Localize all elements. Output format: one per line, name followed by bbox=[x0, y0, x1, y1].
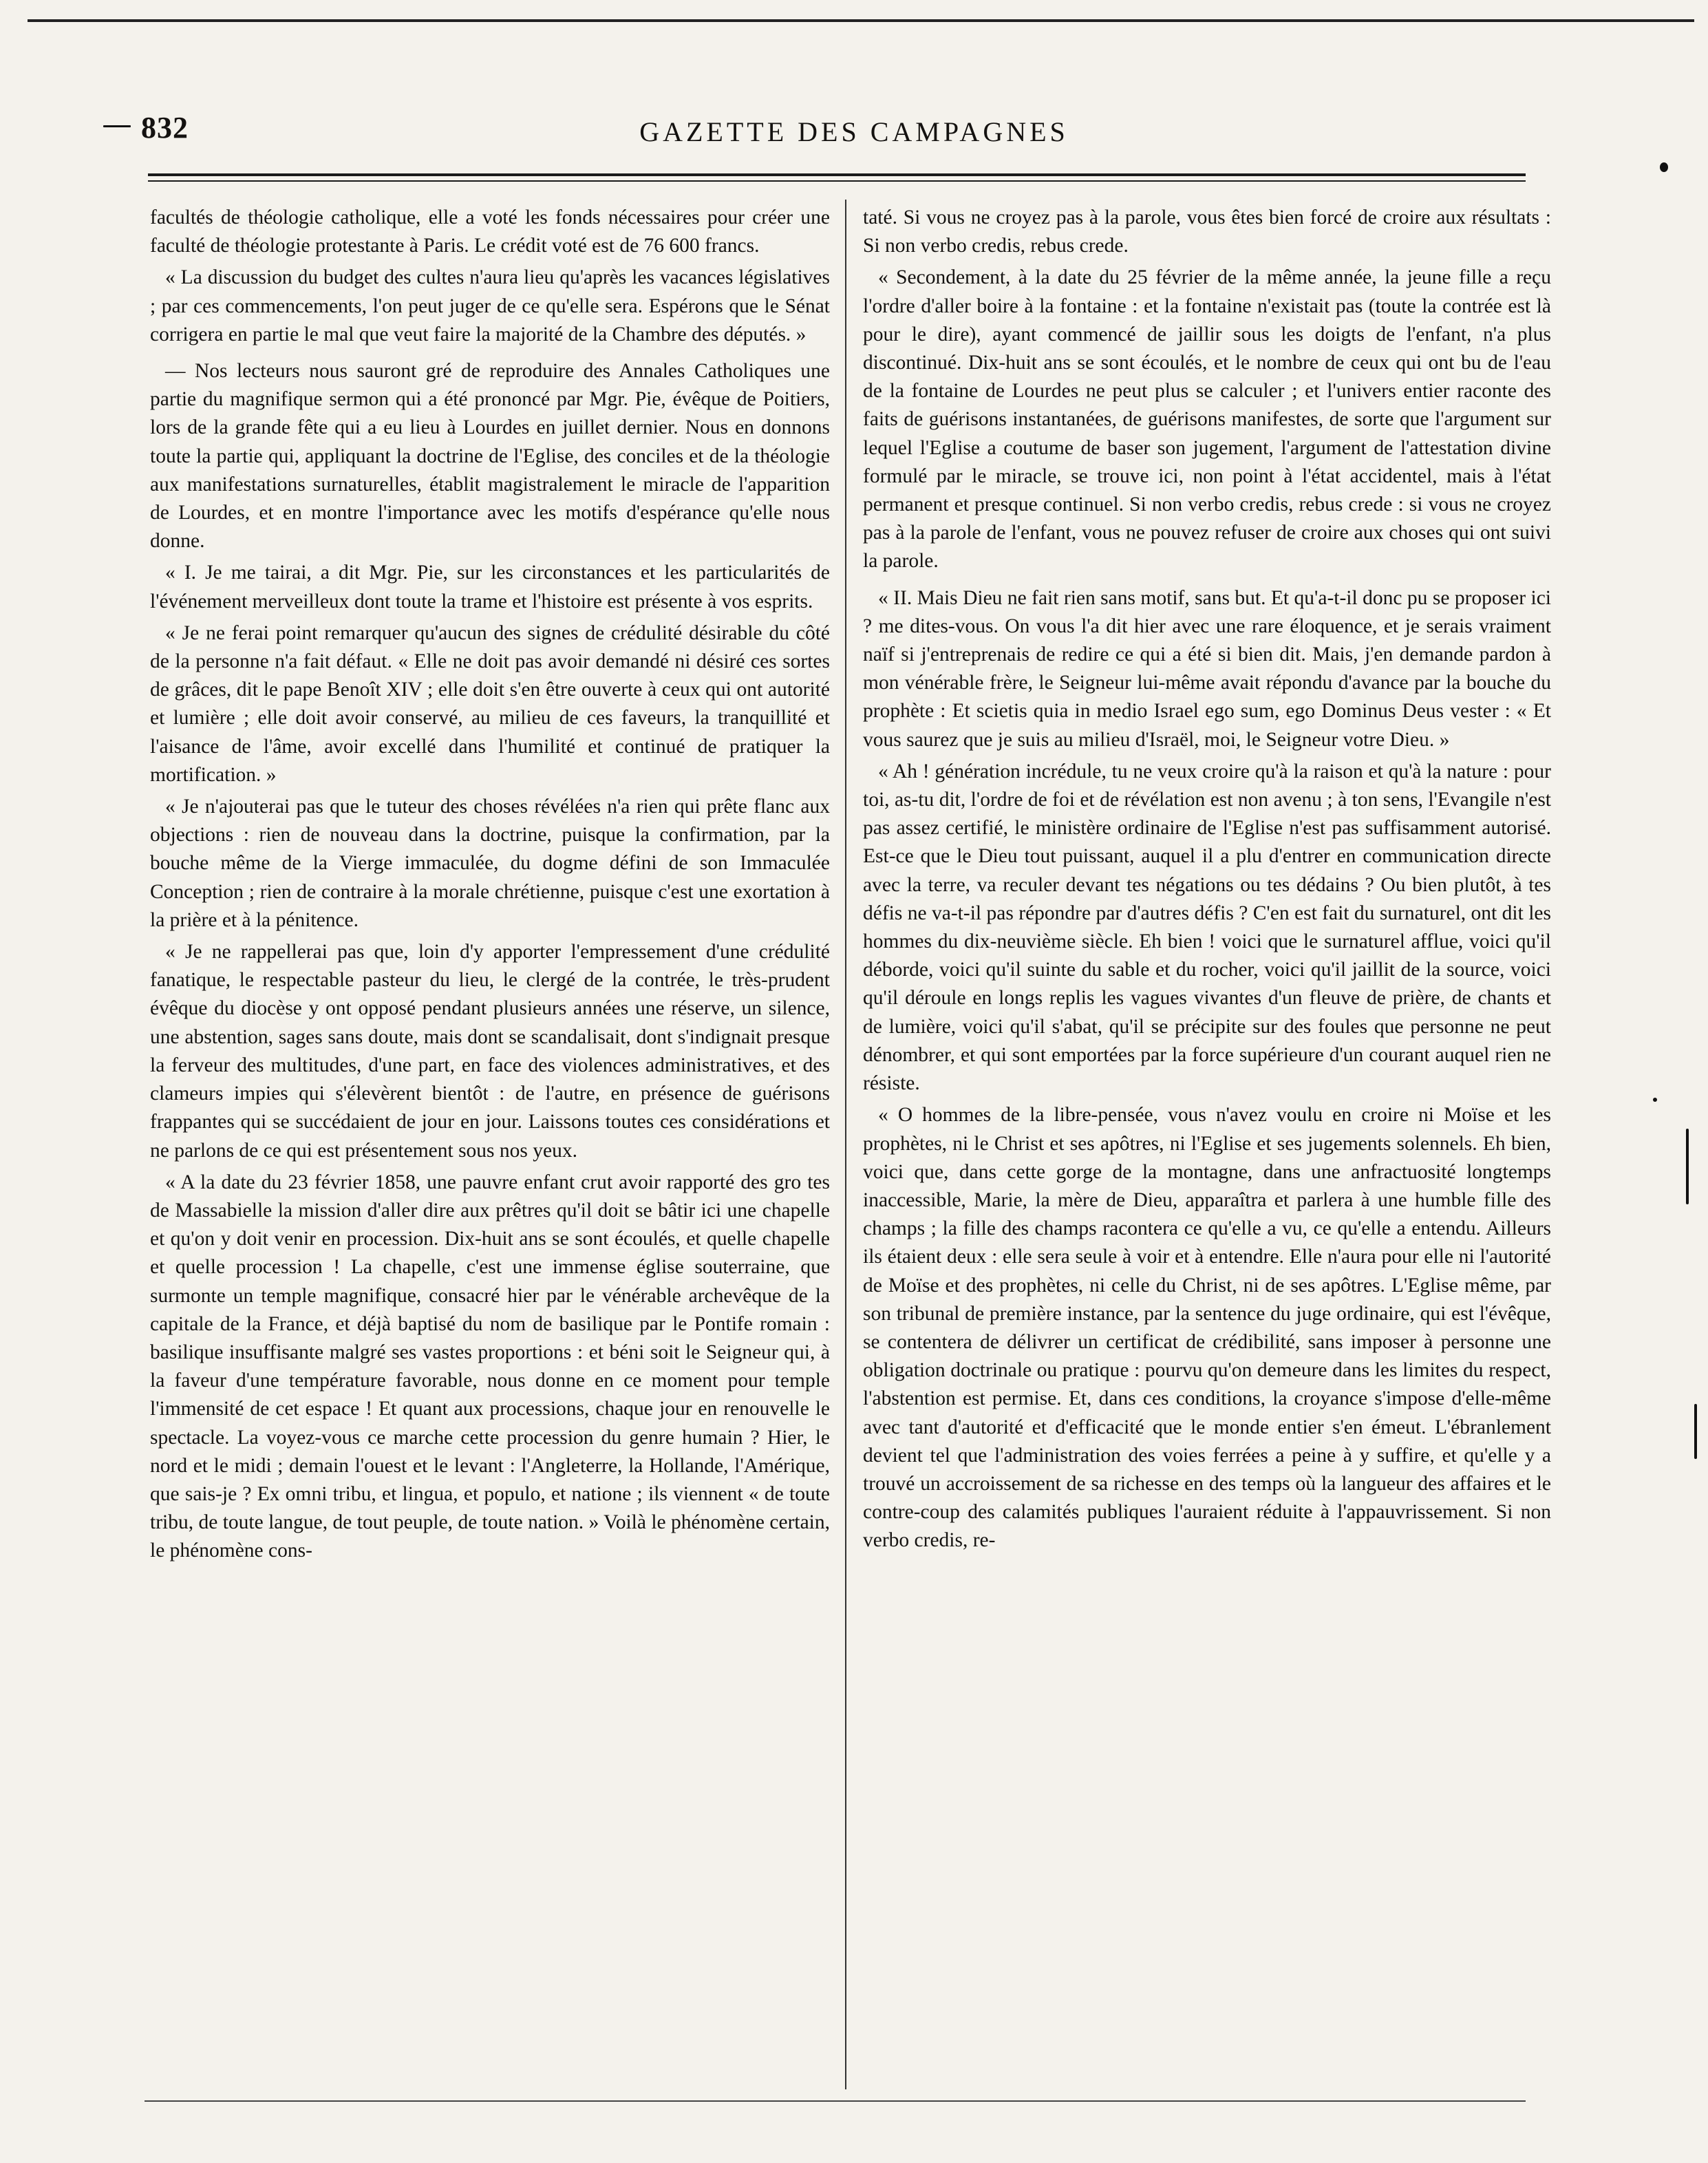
column-divider bbox=[845, 200, 846, 2089]
ink-speck bbox=[1660, 162, 1668, 172]
paragraph: taté. Si vous ne croyez pas à la parole, vous êtes bien forcé de croire aux résultats : Si non verbo credis, rebus crede. bbox=[863, 206, 1551, 257]
paragraph: facultés de théologie catholique, elle a voté les fonds nécessaires pour créer une faculté de théologie protestante à Paris. Le crédit voté est de 76 600 francs. bbox=[150, 206, 830, 257]
paragraph: « Je ne ferai point remarquer qu'aucun des signes de crédulité désirable du côté de la personne n'a fait défaut. « Elle ne doit pas avoir demandé ni désiré ces sortes de grâces, dit le pape Benoît XIV ; elle doit s'en être ouverte à ceux qui ont autorité et lumière ; elle doit avoir conservé, au milieu de ces faveurs, la tranquillité et l'aisance de l'âme, avoir excellé dans l'humilité et continué de pratiquer la mortification. » bbox=[150, 621, 830, 786]
paragraph: « Je n'ajouterai pas que le tuteur des choses révélées n'a rien qui prête flanc aux objections : rien de nouveau dans la doctrine, puisque la confirmation, par la bouche même de la Vierge immaculée, du dogme défini de son Immaculée Conception ; rien de contraire à la morale chrétienne, puisque c'est une exortation à la prière et à la pénitence. bbox=[150, 796, 830, 931]
ink-speck bbox=[103, 125, 131, 127]
left-column bbox=[150, 204, 830, 2110]
ink-speck bbox=[1694, 1404, 1697, 1459]
paragraph: « O hommes de la libre-pensée, vous n'avez voulu en croire ni Moïse et les prophètes, ni le Christ et ses apôtres, ni l'Eglise et ses jugements solennels. Eh bien, voici que, dans cette gorge de la montagne, dans une anfractuosité longtemps inaccessible, Marie, la mère de Dieu, apparaîtra et parlera à une humble fille des champs ; la fille des champs racontera ce qu'elle a vu, ce qu'elle a entendu. Ailleurs ils étaient deux : elle sera seule à voir et à entendre. Elle n'aura pour elle ni l'autorité de Moïse et des prophètes, ni celle du Christ, ni de ses apôtres. L'Eglise même, par son tribunal de première instance, par la sentence du juge ordinaire, qui est l'évêque, se contentera de délivrer un certificat de crédibilité, sans imposer à personne une obligation doctrinale ou pratique : pourvu qu'on demeure dans les limites du respect, l'abstention est permise. Et, dans ces conditions, la croyance s'impose d'elle-même avec tant d'autorité et d'efficacité que le monde entier s'en émeut. L'ébranlement devient tel que l'administration des voies ferrées a peine à y suffire, et qu'elle y a trouvé un accroissement de sa richesse en des temps où la langueur des affaires et le contre-coup des calamités publiques l'auraient réduite à l'appauvrissement. Si non verbo credis, re- bbox=[863, 1104, 1551, 1552]
right-column bbox=[863, 204, 1551, 2110]
paragraph: « II. Mais Dieu ne fait rien sans motif, sans but. Et qu'a-t-il donc pu se proposer ici ? me dites-vous. On vous l'a dit hier avec une rare éloquence, et je serais vraiment naïf si j'entreprenais de redire ce qui a été si bien dit. Mais, j'en demande pardon à mon vénérable frère, le Seigneur lui-même avait répondu d'avance par la bouche du prophète : Et scietis quia in medio Israel ego sum, ego Dominus Deus vester : « Et vous saurez que je suis au milieu d'Israël, moi, le Seigneur votre Dieu. » bbox=[863, 586, 1551, 751]
paragraph: « A la date du 23 février 1858, une pauvre enfant crut avoir rapporté des gro tes de Massabielle la mission d'aller dire aux prêtres qu'il doit se bâtir ici une chapelle et qu'on y doit venir en procession. Dix-huit ans se sont écoulés, et quelle chapelle et quelle procession ! La chapelle, c'est une immense église souterraine, que surmonte un temple magnifique, consacré hier par le vénérable archevêque de la capitale de la France, et déjà baptisé du nom de basilique par le Pontife romain : basilique insuffisante malgré ses vastes proportions : et béni soit le Seigneur qui, à la faveur d'une température favorable, nous donne en ce moment pour temple l'immensité de cet espace ! Et quant aux processions, chaque jour en renouvelle le spectacle. La voyez-vous ce marche cette procession du genre humain ? Hier, le nord et le midi ; demain l'ouest et le levant : l'Angleterre, la Hollande, l'Amérique, que sais-je ? Ex omni tribu, et lingua, et populo, et natione ; ils viennent « de toute tribu, de toute langue, de tout peuple, de toute nation. » Voilà le phénomène certain, le phénomène cons- bbox=[150, 1171, 830, 1562]
paragraph: « Je ne rappellerai pas que, loin d'y apporter l'empressement d'une crédulité fanatique, le respectable pasteur du lieu, le clergé de la contrée, le très-prudent évêque du diocèse y ont opposé pendant plusieurs années une réserve, un silence, une abstention, sages sans doute, mais dont se scandalisait, dont s'indignait presque la ferveur des multitudes, d'une part, en face des violences administratives, et des clameurs impies qui s'élevèrent bientôt : de l'autre, en présence de guérisons frappantes qui se succédaient de jour en jour. Laissons toutes ces considérations et ne parlons de ce qui est présentement sous nos yeux. bbox=[150, 941, 830, 1162]
paragraph: — Nos lecteurs nous sauront gré de reproduire des Annales Catholiques une partie du magnifique sermon qui a été prononcé par Mgr. Pie, évêque de Poitiers, lors de la grande fête qui a eu lieu à Lourdes en juillet dernier. Nous en donnons toute la partie qui, appliquant la doctrine de l'Eglise, des conciles et de la théologie aux manifestations surnaturelles, établit magistralement le miracle de l'apparition de Lourdes, et en montre l'importance avec les motifs d'espérance qu'elle nous donne. bbox=[150, 360, 830, 553]
running-head-title: GAZETTE DES CAMPAGNES bbox=[639, 116, 1069, 147]
page-number: 832 bbox=[141, 111, 189, 145]
ink-speck bbox=[1686, 1129, 1689, 1204]
header-double-rule bbox=[148, 173, 1526, 182]
paragraph: « I. Je me tairai, a dit Mgr. Pie, sur les circonstances et les particularités de l'événement merveilleux dont toute la trame et l'histoire est présente à vos esprits. bbox=[150, 562, 830, 612]
paragraph: « La discussion du budget des cultes n'aura lieu qu'après les vacances législatives ; par ces commencements, l'on peut juger de ce qu'elle sera. Espérons que le Sénat corrigera en partie le mal que veut faire la majorité de la Chambre des députés. » bbox=[150, 266, 830, 345]
bottom-rule bbox=[145, 2100, 1526, 2102]
paragraph: « Ah ! génération incrédule, tu ne veux croire qu'à la raison et qu'à la nature : pour toi, as-tu dit, l'ordre de foi et de révélation est non avenu ; à ton sens, l'Evangile n'est pas assez certifié, le ministère ordinaire de l'Eglise n'est pas suffisamment autorisé. Est-ce que le Dieu tout puissant, auquel il a plu d'entrer en communication directe avec la terre, va reculer devant tes négations ou tes dédains ? Ou bien plutôt, à tes défis ne va-t-il pas répondre par d'autres défis ? C'en est fait du surnaturel, ont dit les hommes du dix-neuvième siècle. Eh bien ! voici que le surnaturel afflue, voici qu'il déborde, voici qu'il suinte du sable et du rocher, voici qu'il jaillit de la source, voici qu'il déroule en longs replis les vagues vivantes d'un fleuve de prière, de chants et de lumière, voici qu'il s'abat, qu'il se précipite sur des foules que personne ne peut dénombrer, et qui sont emportées par la force supérieure d'un courant auquel rien ne résiste. bbox=[863, 760, 1551, 1095]
top-border-rule bbox=[28, 19, 1694, 22]
paragraph: « Secondement, à la date du 25 février de la même année, la jeune fille a reçu l'ordre d'aller boire à la fontaine : et la fontaine n'existait pas (toute la contrée est là pour le dire), ayant commencé de jaillir sous les doigts de l'enfant, n'a plus discontinué. Dix-huit ans se sont écoulés, et le nombre de ceux qui ont bu de l'eau de la fontaine de Lourdes ne peut plus se calculer ; et l'univers entier raconte des faits de guérisons instantanées, de guérisons manifestes, de sorte que l'argument sur lequel l'Eglise a coutume de baser son jugement, l'argument de l'attestation divine formulé par le miracle, se trouve ici, non point à l'état accidentel, mais à l'état permanent et presque continuel. Si non verbo credis, rebus crede : si vous ne croyez pas à la parole de l'enfant, vous ne pouvez refuser de croire aux choses qui ont suivi la parole. bbox=[863, 266, 1551, 573]
ink-speck bbox=[1653, 1098, 1657, 1102]
